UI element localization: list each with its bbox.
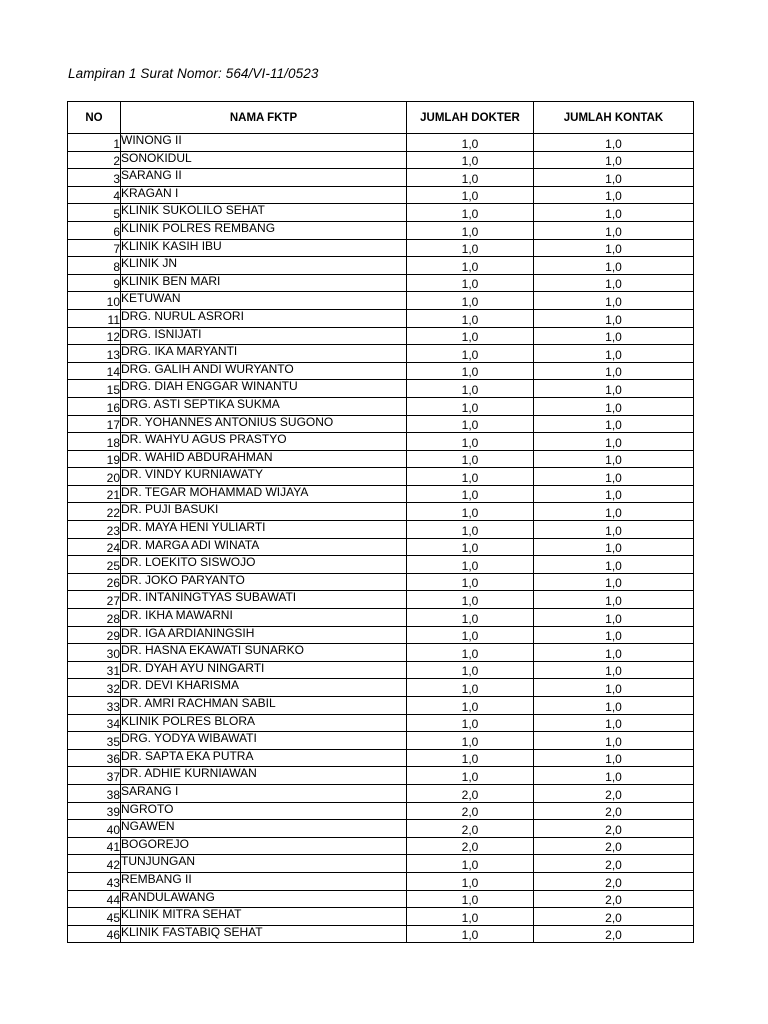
row-jumlah-kontak: 1,0: [534, 485, 694, 503]
row-nama-fktp: TUNJUNGAN: [121, 855, 407, 873]
row-no: 5: [68, 204, 121, 222]
row-jumlah-dokter: 1,0: [407, 679, 534, 697]
row-jumlah-dokter: 1,0: [407, 274, 534, 292]
table-row: [68, 908, 694, 926]
row-jumlah-kontak: 2,0: [534, 820, 694, 838]
row-nama-fktp: SARANG I: [121, 784, 407, 802]
table-row: [68, 872, 694, 890]
row-jumlah-kontak: 1,0: [534, 644, 694, 662]
row-jumlah-dokter: 1,0: [407, 732, 534, 750]
table-row: [68, 362, 694, 380]
row-jumlah-kontak: 1,0: [534, 380, 694, 398]
row-jumlah-dokter: 1,0: [407, 485, 534, 503]
row-jumlah-kontak: 1,0: [534, 186, 694, 204]
fktp-table: [67, 101, 694, 943]
table-row: [68, 239, 694, 257]
table-row: [68, 767, 694, 785]
table-row: [68, 820, 694, 838]
row-nama-fktp: WINONG II: [121, 134, 407, 152]
row-jumlah-kontak: 1,0: [534, 503, 694, 521]
row-no: 16: [68, 397, 121, 415]
row-nama-fktp: DR. IKHA MAWARNI: [121, 609, 407, 627]
row-jumlah-kontak: 2,0: [534, 925, 694, 943]
row-jumlah-kontak: 2,0: [534, 802, 694, 820]
table-row: [68, 732, 694, 750]
row-nama-fktp: KLINIK KASIH IBU: [121, 239, 407, 257]
row-jumlah-kontak: 2,0: [534, 872, 694, 890]
row-nama-fktp: DR. WAHYU AGUS PRASTYO: [121, 433, 407, 451]
row-jumlah-kontak: 1,0: [534, 169, 694, 187]
row-no: 41: [68, 837, 121, 855]
table-body: [68, 134, 694, 943]
row-no: 29: [68, 626, 121, 644]
row-jumlah-kontak: 1,0: [534, 327, 694, 345]
table-row: [68, 415, 694, 433]
row-jumlah-kontak: 1,0: [534, 626, 694, 644]
row-no: 19: [68, 450, 121, 468]
row-jumlah-kontak: 1,0: [534, 239, 694, 257]
row-nama-fktp: DR. WAHID ABDURAHMAN: [121, 450, 407, 468]
table-row: [68, 134, 694, 152]
table-row: [68, 274, 694, 292]
row-no: 35: [68, 732, 121, 750]
row-no: 46: [68, 925, 121, 943]
header-row: [68, 102, 694, 134]
row-jumlah-dokter: 1,0: [407, 362, 534, 380]
row-jumlah-kontak: 1,0: [534, 134, 694, 152]
row-nama-fktp: DRG. GALIH ANDI WURYANTO: [121, 362, 407, 380]
row-nama-fktp: KLINIK MITRA SEHAT: [121, 908, 407, 926]
row-nama-fktp: KLINIK SUKOLILO SEHAT: [121, 204, 407, 222]
row-jumlah-kontak: 1,0: [534, 749, 694, 767]
row-no: 3: [68, 169, 121, 187]
row-jumlah-dokter: 1,0: [407, 538, 534, 556]
row-nama-fktp: DR. IGA ARDIANINGSIH: [121, 626, 407, 644]
row-nama-fktp: KETUWAN: [121, 292, 407, 310]
table-row: [68, 204, 694, 222]
row-jumlah-dokter: 1,0: [407, 169, 534, 187]
row-no: 32: [68, 679, 121, 697]
row-nama-fktp: DR. MAYA HENI YULIARTI: [121, 521, 407, 539]
row-jumlah-kontak: 1,0: [534, 151, 694, 169]
row-jumlah-kontak: 1,0: [534, 221, 694, 239]
row-nama-fktp: DR. PUJI BASUKI: [121, 503, 407, 521]
table-row: [68, 749, 694, 767]
row-no: 37: [68, 767, 121, 785]
row-nama-fktp: DR. VINDY KURNIAWATY: [121, 468, 407, 486]
row-jumlah-dokter: 2,0: [407, 784, 534, 802]
row-jumlah-kontak: 1,0: [534, 661, 694, 679]
row-jumlah-kontak: 1,0: [534, 274, 694, 292]
row-nama-fktp: KRAGAN I: [121, 186, 407, 204]
row-jumlah-dokter: 1,0: [407, 433, 534, 451]
row-jumlah-dokter: 1,0: [407, 872, 534, 890]
row-nama-fktp: DR. HASNA EKAWATI SUNARKO: [121, 644, 407, 662]
row-jumlah-kontak: 1,0: [534, 468, 694, 486]
header-jumlah-dokter: JUMLAH DOKTER: [407, 102, 534, 134]
table-row: [68, 221, 694, 239]
table-row: [68, 327, 694, 345]
row-no: 20: [68, 468, 121, 486]
row-no: 4: [68, 186, 121, 204]
row-jumlah-kontak: 1,0: [534, 433, 694, 451]
row-nama-fktp: NGROTO: [121, 802, 407, 820]
table-row: [68, 151, 694, 169]
table-row: [68, 169, 694, 187]
row-jumlah-dokter: 1,0: [407, 855, 534, 873]
row-jumlah-dokter: 1,0: [407, 134, 534, 152]
row-no: 27: [68, 591, 121, 609]
row-no: 40: [68, 820, 121, 838]
row-jumlah-kontak: 2,0: [534, 855, 694, 873]
row-jumlah-kontak: 1,0: [534, 204, 694, 222]
row-jumlah-kontak: 1,0: [534, 397, 694, 415]
row-no: 18: [68, 433, 121, 451]
row-jumlah-dokter: 1,0: [407, 221, 534, 239]
row-jumlah-dokter: 1,0: [407, 503, 534, 521]
row-jumlah-dokter: 1,0: [407, 239, 534, 257]
row-jumlah-dokter: 1,0: [407, 925, 534, 943]
row-nama-fktp: RANDULAWANG: [121, 890, 407, 908]
row-no: 38: [68, 784, 121, 802]
row-jumlah-dokter: 1,0: [407, 767, 534, 785]
table-row: [68, 661, 694, 679]
row-no: 2: [68, 151, 121, 169]
row-jumlah-dokter: 1,0: [407, 468, 534, 486]
row-jumlah-kontak: 1,0: [534, 538, 694, 556]
row-jumlah-kontak: 1,0: [534, 679, 694, 697]
table-row: [68, 538, 694, 556]
row-no: 45: [68, 908, 121, 926]
table-row: [68, 257, 694, 275]
row-nama-fktp: KLINIK BEN MARI: [121, 274, 407, 292]
table-row: [68, 345, 694, 363]
row-no: 31: [68, 661, 121, 679]
row-nama-fktp: SONOKIDUL: [121, 151, 407, 169]
row-nama-fktp: DRG. ISNIJATI: [121, 327, 407, 345]
row-no: 28: [68, 609, 121, 627]
row-nama-fktp: REMBANG II: [121, 872, 407, 890]
row-jumlah-dokter: 1,0: [407, 626, 534, 644]
table-row: [68, 556, 694, 574]
row-jumlah-dokter: 1,0: [407, 573, 534, 591]
row-jumlah-kontak: 1,0: [534, 732, 694, 750]
row-nama-fktp: DR. SAPTA EKA PUTRA: [121, 749, 407, 767]
row-jumlah-kontak: 1,0: [534, 362, 694, 380]
table-row: [68, 679, 694, 697]
row-nama-fktp: KLINIK POLRES REMBANG: [121, 221, 407, 239]
row-jumlah-dokter: 2,0: [407, 820, 534, 838]
row-jumlah-dokter: 1,0: [407, 204, 534, 222]
row-jumlah-dokter: 1,0: [407, 609, 534, 627]
row-jumlah-kontak: 1,0: [534, 292, 694, 310]
table-row: [68, 890, 694, 908]
row-jumlah-kontak: 1,0: [534, 573, 694, 591]
row-no: 12: [68, 327, 121, 345]
row-jumlah-dokter: 1,0: [407, 521, 534, 539]
table-row: [68, 644, 694, 662]
header-no: NO: [68, 102, 121, 134]
table-row: [68, 433, 694, 451]
row-no: 43: [68, 872, 121, 890]
row-nama-fktp: DRG. ASTI SEPTIKA SUKMA: [121, 397, 407, 415]
row-no: 17: [68, 415, 121, 433]
row-jumlah-kontak: 1,0: [534, 556, 694, 574]
table-row: [68, 503, 694, 521]
row-no: 6: [68, 221, 121, 239]
row-jumlah-dokter: 1,0: [407, 661, 534, 679]
row-jumlah-kontak: 2,0: [534, 908, 694, 926]
table-row: [68, 837, 694, 855]
row-no: 7: [68, 239, 121, 257]
row-jumlah-dokter: 2,0: [407, 802, 534, 820]
row-nama-fktp: DRG. YODYA WIBAWATI: [121, 732, 407, 750]
row-no: 11: [68, 309, 121, 327]
row-jumlah-dokter: 1,0: [407, 309, 534, 327]
row-no: 21: [68, 485, 121, 503]
table-row: [68, 626, 694, 644]
row-nama-fktp: DR. DEVI KHARISMA: [121, 679, 407, 697]
row-nama-fktp: NGAWEN: [121, 820, 407, 838]
row-jumlah-kontak: 1,0: [534, 609, 694, 627]
row-nama-fktp: DR. TEGAR MOHAMMAD WIJAYA: [121, 485, 407, 503]
row-no: 44: [68, 890, 121, 908]
row-nama-fktp: BOGOREJO: [121, 837, 407, 855]
table-row: [68, 309, 694, 327]
row-jumlah-dokter: 1,0: [407, 151, 534, 169]
row-nama-fktp: DRG. DIAH ENGGAR WINANTU: [121, 380, 407, 398]
row-jumlah-kontak: 1,0: [534, 415, 694, 433]
table-header: [68, 102, 694, 134]
row-jumlah-kontak: 1,0: [534, 521, 694, 539]
row-nama-fktp: SARANG II: [121, 169, 407, 187]
row-jumlah-dokter: 1,0: [407, 556, 534, 574]
row-jumlah-dokter: 1,0: [407, 591, 534, 609]
row-jumlah-kontak: 1,0: [534, 697, 694, 715]
row-nama-fktp: DR. MARGA ADI WINATA: [121, 538, 407, 556]
row-jumlah-kontak: 2,0: [534, 837, 694, 855]
row-jumlah-dokter: 1,0: [407, 749, 534, 767]
table-row: [68, 855, 694, 873]
row-nama-fktp: DR. AMRI RACHMAN SABIL: [121, 697, 407, 715]
row-no: 23: [68, 521, 121, 539]
table-row: [68, 714, 694, 732]
row-no: 24: [68, 538, 121, 556]
table-row: [68, 292, 694, 310]
row-jumlah-kontak: 1,0: [534, 450, 694, 468]
row-jumlah-dokter: 1,0: [407, 345, 534, 363]
row-no: 26: [68, 573, 121, 591]
row-no: 1: [68, 134, 121, 152]
row-nama-fktp: DR. ADHIE KURNIAWAN: [121, 767, 407, 785]
header-nama-fktp: NAMA FKTP: [121, 102, 407, 134]
row-nama-fktp: KLINIK FASTABIQ SEHAT: [121, 925, 407, 943]
row-jumlah-dokter: 1,0: [407, 890, 534, 908]
row-nama-fktp: DR. JOKO PARYANTO: [121, 573, 407, 591]
row-jumlah-dokter: 1,0: [407, 186, 534, 204]
row-nama-fktp: DR. LOEKITO SISWOJO: [121, 556, 407, 574]
row-jumlah-kontak: 1,0: [534, 257, 694, 275]
row-jumlah-dokter: 1,0: [407, 644, 534, 662]
row-jumlah-kontak: 2,0: [534, 890, 694, 908]
row-jumlah-dokter: 2,0: [407, 837, 534, 855]
row-jumlah-dokter: 1,0: [407, 380, 534, 398]
table-row: [68, 485, 694, 503]
row-nama-fktp: DR. DYAH AYU NINGARTI: [121, 661, 407, 679]
row-jumlah-dokter: 1,0: [407, 908, 534, 926]
table-row: [68, 468, 694, 486]
row-nama-fktp: KLINIK JN: [121, 257, 407, 275]
row-no: 36: [68, 749, 121, 767]
row-no: 15: [68, 380, 121, 398]
row-jumlah-dokter: 1,0: [407, 450, 534, 468]
row-nama-fktp: KLINIK POLRES BLORA: [121, 714, 407, 732]
row-jumlah-kontak: 1,0: [534, 309, 694, 327]
row-no: 14: [68, 362, 121, 380]
table-row: [68, 573, 694, 591]
row-jumlah-dokter: 1,0: [407, 714, 534, 732]
row-no: 34: [68, 714, 121, 732]
row-no: 13: [68, 345, 121, 363]
row-jumlah-dokter: 1,0: [407, 415, 534, 433]
header-jumlah-kontak: JUMLAH KONTAK: [534, 102, 694, 134]
row-jumlah-kontak: 1,0: [534, 714, 694, 732]
row-nama-fktp: DRG. IKA MARYANTI: [121, 345, 407, 363]
table-row: [68, 186, 694, 204]
row-nama-fktp: DRG. NURUL ASRORI: [121, 309, 407, 327]
row-nama-fktp: DR. YOHANNES ANTONIUS SUGONO: [121, 415, 407, 433]
row-no: 42: [68, 855, 121, 873]
row-jumlah-dokter: 1,0: [407, 327, 534, 345]
row-no: 10: [68, 292, 121, 310]
table-row: [68, 397, 694, 415]
row-jumlah-dokter: 1,0: [407, 697, 534, 715]
table-row: [68, 802, 694, 820]
row-jumlah-dokter: 1,0: [407, 257, 534, 275]
row-no: 30: [68, 644, 121, 662]
table-row: [68, 380, 694, 398]
row-jumlah-kontak: 2,0: [534, 784, 694, 802]
row-no: 9: [68, 274, 121, 292]
row-nama-fktp: DR. INTANINGTYAS SUBAWATI: [121, 591, 407, 609]
table-row: [68, 925, 694, 943]
row-no: 25: [68, 556, 121, 574]
table-row: [68, 697, 694, 715]
row-jumlah-dokter: 1,0: [407, 397, 534, 415]
row-jumlah-kontak: 1,0: [534, 345, 694, 363]
table-row: [68, 784, 694, 802]
page-title: Lampiran 1 Surat Nomor: 564/VI-11/0523: [68, 66, 319, 81]
table-row: [68, 591, 694, 609]
row-jumlah-kontak: 1,0: [534, 591, 694, 609]
row-no: 39: [68, 802, 121, 820]
table-row: [68, 609, 694, 627]
row-no: 33: [68, 697, 121, 715]
table-row: [68, 450, 694, 468]
row-no: 8: [68, 257, 121, 275]
row-jumlah-kontak: 1,0: [534, 767, 694, 785]
row-no: 22: [68, 503, 121, 521]
table-row: [68, 521, 694, 539]
row-jumlah-dokter: 1,0: [407, 292, 534, 310]
